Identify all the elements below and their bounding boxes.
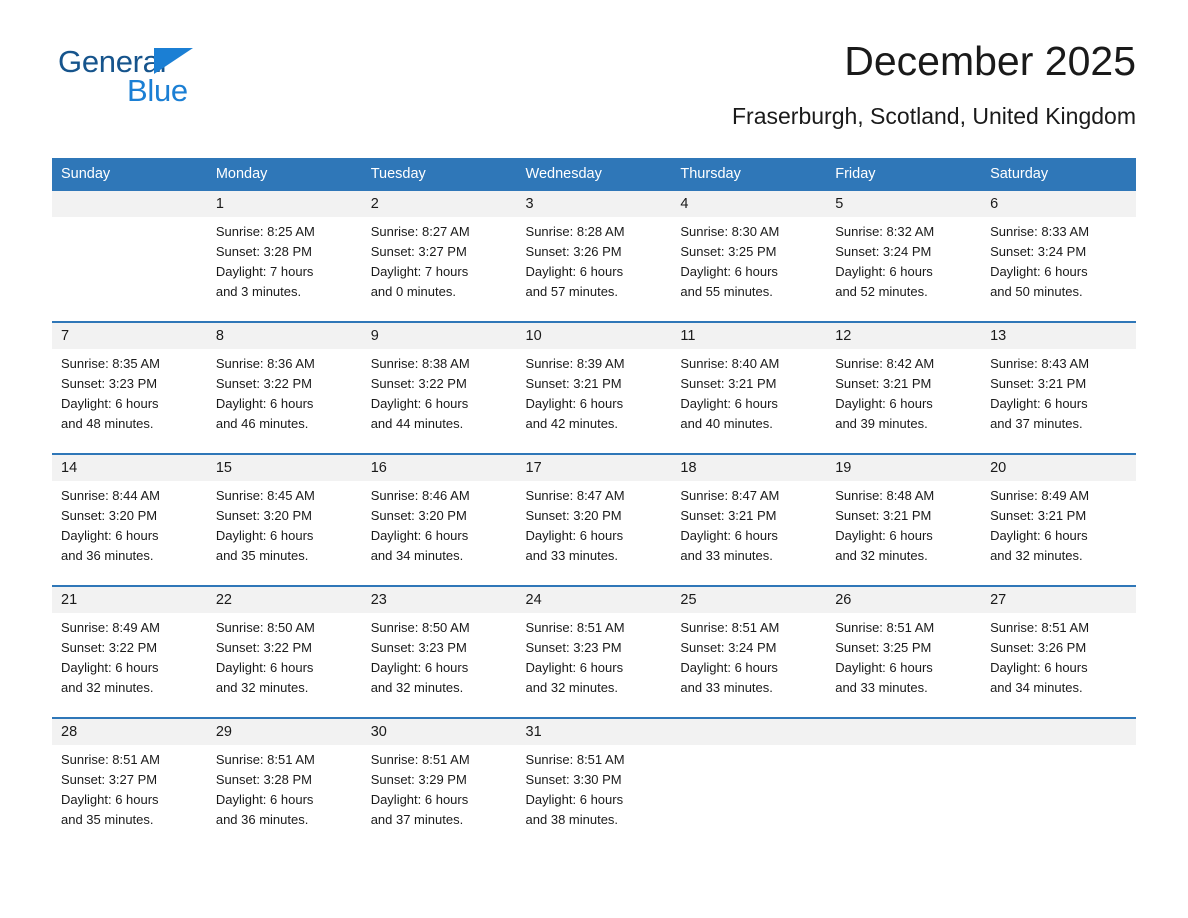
sunrise-text: Sunrise: 8:27 AM <box>370 224 470 239</box>
sunrise-text: Sunrise: 8:50 AM <box>215 620 315 635</box>
daylight-text-line2: and 55 minutes. <box>680 284 773 299</box>
row-spacer <box>52 307 1136 321</box>
calendar-cell[interactable] <box>362 717 517 835</box>
daylight-text-line1: Daylight: 6 hours <box>835 660 933 675</box>
sunrise-text: Sunrise: 8:47 AM <box>525 488 625 503</box>
day-details <box>362 745 517 830</box>
calendar-week-row <box>52 189 1136 307</box>
day-details <box>207 745 362 830</box>
daylight-text-line1: Daylight: 6 hours <box>525 396 624 411</box>
daylight-text-line2: and 32 minutes. <box>61 680 154 695</box>
daylight-text-line2: and 50 minutes. <box>990 284 1083 299</box>
day-number: 30 <box>362 719 517 745</box>
sunset-text: Sunset: 3:22 PM <box>215 640 312 655</box>
day-number: 19 <box>826 455 981 481</box>
day-number: 15 <box>207 455 362 481</box>
daylight-text-line1: Daylight: 6 hours <box>370 528 469 543</box>
sunrise-text: Sunrise: 8:49 AM <box>990 488 1090 503</box>
day-details <box>671 349 826 434</box>
day-number: 9 <box>362 323 517 349</box>
day-details <box>207 613 362 698</box>
sunrise-text: Sunrise: 8:51 AM <box>525 620 625 635</box>
day-details <box>52 349 207 434</box>
calendar-cell[interactable] <box>362 189 517 307</box>
calendar-week-row <box>52 321 1136 439</box>
calendar-cell[interactable] <box>362 453 517 571</box>
daylight-text-line1: Daylight: 6 hours <box>990 528 1088 543</box>
calendar-cell[interactable] <box>517 585 672 703</box>
day-number <box>671 719 826 745</box>
daylight-text-line1: Daylight: 6 hours <box>61 660 159 675</box>
day-number: 1 <box>207 191 362 217</box>
day-details <box>671 481 826 566</box>
calendar-cell[interactable] <box>207 717 362 835</box>
daylight-text-line1: Daylight: 6 hours <box>525 528 624 543</box>
daylight-text-line1: Daylight: 6 hours <box>990 264 1088 279</box>
daylight-text-line2: and 32 minutes. <box>215 680 309 695</box>
daylight-text-line1: Daylight: 6 hours <box>215 396 314 411</box>
daylight-text-line2: and 42 minutes. <box>525 416 619 431</box>
sunset-text: Sunset: 3:26 PM <box>990 640 1087 655</box>
sunrise-text: Sunrise: 8:47 AM <box>680 488 780 503</box>
daylight-text-line1: Daylight: 6 hours <box>990 660 1088 675</box>
day-number: 5 <box>826 191 981 217</box>
sunset-text: Sunset: 3:25 PM <box>835 640 932 655</box>
day-details <box>362 349 517 434</box>
day-number: 16 <box>362 455 517 481</box>
logo-text-general: General <box>58 44 167 79</box>
sunrise-text: Sunrise: 8:38 AM <box>370 356 470 371</box>
sunrise-text: Sunrise: 8:50 AM <box>370 620 470 635</box>
sunrise-text: Sunrise: 8:33 AM <box>990 224 1090 239</box>
day-details <box>207 349 362 434</box>
day-number: 22 <box>207 587 362 613</box>
page-subtitle-location: Fraserburgh, Scotland, United Kingdom <box>732 103 1136 129</box>
sunset-text: Sunset: 3:23 PM <box>525 640 622 655</box>
sunrise-text: Sunrise: 8:51 AM <box>680 620 780 635</box>
daylight-text-line2: and 34 minutes. <box>990 680 1083 695</box>
calendar-cell[interactable] <box>517 717 672 835</box>
day-number: 24 <box>517 587 672 613</box>
sunrise-text: Sunrise: 8:44 AM <box>61 488 160 503</box>
daylight-text-line2: and 57 minutes. <box>525 284 619 299</box>
calendar-cell[interactable] <box>517 189 672 307</box>
day-details <box>671 613 826 698</box>
calendar-cell[interactable] <box>826 189 981 307</box>
sunset-text: Sunset: 3:24 PM <box>835 244 932 259</box>
sunrise-text: Sunrise: 8:43 AM <box>990 356 1090 371</box>
daylight-text-line1: Daylight: 6 hours <box>370 660 469 675</box>
sunset-text: Sunset: 3:20 PM <box>215 508 312 523</box>
sunrise-text: Sunrise: 8:28 AM <box>525 224 625 239</box>
daylight-text-line1: Daylight: 6 hours <box>525 792 624 807</box>
page-header <box>52 0 1136 129</box>
day-number: 2 <box>362 191 517 217</box>
daylight-text-line1: Daylight: 6 hours <box>835 264 933 279</box>
day-details <box>517 217 672 302</box>
daylight-text-line1: Daylight: 7 hours <box>370 264 469 279</box>
day-details <box>207 217 362 302</box>
daylight-text-line2: and 52 minutes. <box>835 284 928 299</box>
daylight-text-line2: and 37 minutes. <box>990 416 1083 431</box>
sunset-text: Sunset: 3:21 PM <box>990 508 1087 523</box>
daylight-text-line2: and 48 minutes. <box>61 416 154 431</box>
daylight-text-line2: and 32 minutes. <box>990 548 1083 563</box>
calendar-week-row <box>52 453 1136 571</box>
row-spacer <box>52 571 1136 585</box>
sunset-text: Sunset: 3:29 PM <box>370 772 467 787</box>
sunset-text: Sunset: 3:22 PM <box>215 376 312 391</box>
sunrise-text: Sunrise: 8:51 AM <box>990 620 1090 635</box>
daylight-text-line2: and 36 minutes. <box>61 548 154 563</box>
sunset-text: Sunset: 3:21 PM <box>835 508 932 523</box>
sunset-text: Sunset: 3:25 PM <box>680 244 777 259</box>
sunset-text: Sunset: 3:27 PM <box>61 772 158 787</box>
day-number: 3 <box>517 191 672 217</box>
day-number: 7 <box>52 323 207 349</box>
day-number: 13 <box>981 323 1136 349</box>
sunset-text: Sunset: 3:21 PM <box>990 376 1087 391</box>
daylight-text-line1: Daylight: 6 hours <box>61 792 159 807</box>
day-details <box>981 349 1136 434</box>
day-details <box>362 481 517 566</box>
day-details <box>826 481 981 566</box>
day-number: 28 <box>52 719 207 745</box>
daylight-text-line2: and 34 minutes. <box>370 548 464 563</box>
day-number: 23 <box>362 587 517 613</box>
sunrise-text: Sunrise: 8:39 AM <box>525 356 625 371</box>
day-details <box>981 481 1136 566</box>
daylight-text-line1: Daylight: 6 hours <box>835 396 933 411</box>
calendar-cell <box>52 189 207 307</box>
calendar-cell[interactable] <box>207 453 362 571</box>
day-number: 21 <box>52 587 207 613</box>
day-details <box>52 613 207 698</box>
calendar-cell[interactable] <box>826 585 981 703</box>
day-details <box>517 745 672 830</box>
calendar-week-row <box>52 717 1136 835</box>
daylight-text-line2: and 3 minutes. <box>215 284 302 299</box>
daylight-text-line2: and 37 minutes. <box>370 812 464 827</box>
day-details <box>362 217 517 302</box>
calendar-cell[interactable] <box>671 321 826 439</box>
weekday-header-saturday: Saturday <box>981 158 1136 189</box>
day-number: 25 <box>671 587 826 613</box>
day-details <box>981 613 1136 698</box>
daylight-text-line2: and 0 minutes. <box>370 284 456 299</box>
daylight-text-line1: Daylight: 6 hours <box>61 396 159 411</box>
sunset-text: Sunset: 3:26 PM <box>525 244 622 259</box>
day-number: 31 <box>517 719 672 745</box>
calendar-cell[interactable] <box>52 321 207 439</box>
daylight-text-line1: Daylight: 6 hours <box>525 264 624 279</box>
sunset-text: Sunset: 3:22 PM <box>61 640 158 655</box>
sunrise-text: Sunrise: 8:40 AM <box>680 356 780 371</box>
page-title: December 2025 <box>844 38 1136 84</box>
sunrise-text: Sunrise: 8:30 AM <box>680 224 780 239</box>
calendar-cell[interactable] <box>981 321 1136 439</box>
sunset-text: Sunset: 3:28 PM <box>215 772 312 787</box>
row-spacer <box>52 703 1136 717</box>
sunset-text: Sunset: 3:20 PM <box>525 508 622 523</box>
daylight-text-line1: Daylight: 6 hours <box>680 264 778 279</box>
calendar-cell <box>671 717 826 835</box>
day-number: 18 <box>671 455 826 481</box>
sunrise-text: Sunrise: 8:45 AM <box>215 488 315 503</box>
daylight-text-line2: and 33 minutes. <box>680 680 773 695</box>
calendar-cell[interactable] <box>671 585 826 703</box>
calendar-cell[interactable] <box>826 321 981 439</box>
day-number <box>826 719 981 745</box>
day-details <box>826 217 981 302</box>
daylight-text-line2: and 35 minutes. <box>61 812 154 827</box>
logo-text-blue: Blue <box>127 73 188 108</box>
sunset-text: Sunset: 3:21 PM <box>680 508 777 523</box>
daylight-text-line2: and 33 minutes. <box>835 680 928 695</box>
weekday-header-monday: Monday <box>207 158 362 189</box>
sunset-text: Sunset: 3:23 PM <box>61 376 158 391</box>
daylight-text-line2: and 33 minutes. <box>680 548 773 563</box>
calendar-cell[interactable] <box>207 189 362 307</box>
sunset-text: Sunset: 3:21 PM <box>835 376 932 391</box>
daylight-text-line1: Daylight: 7 hours <box>215 264 314 279</box>
sunrise-text: Sunrise: 8:51 AM <box>835 620 935 635</box>
daylight-text-line2: and 46 minutes. <box>215 416 309 431</box>
sunrise-text: Sunrise: 8:35 AM <box>61 356 160 371</box>
calendar-cell[interactable] <box>52 585 207 703</box>
calendar-cell[interactable] <box>671 453 826 571</box>
daylight-text-line1: Daylight: 6 hours <box>215 792 314 807</box>
calendar-cell <box>981 717 1136 835</box>
sunrise-text: Sunrise: 8:51 AM <box>215 752 315 767</box>
sunset-text: Sunset: 3:20 PM <box>61 508 158 523</box>
sunrise-text: Sunrise: 8:49 AM <box>61 620 160 635</box>
calendar-cell[interactable] <box>207 321 362 439</box>
daylight-text-line1: Daylight: 6 hours <box>835 528 933 543</box>
sunrise-text: Sunrise: 8:36 AM <box>215 356 315 371</box>
sunrise-text: Sunrise: 8:32 AM <box>835 224 935 239</box>
daylight-text-line2: and 33 minutes. <box>525 548 619 563</box>
calendar-cell[interactable] <box>981 453 1136 571</box>
weekday-header-friday: Friday <box>826 158 981 189</box>
day-number: 17 <box>517 455 672 481</box>
day-number: 14 <box>52 455 207 481</box>
daylight-text-line2: and 44 minutes. <box>370 416 464 431</box>
daylight-text-line1: Daylight: 6 hours <box>61 528 159 543</box>
day-details <box>362 613 517 698</box>
day-details <box>826 349 981 434</box>
calendar-week-row <box>52 585 1136 703</box>
daylight-text-line1: Daylight: 6 hours <box>680 528 778 543</box>
daylight-text-line1: Daylight: 6 hours <box>990 396 1088 411</box>
sunset-text: Sunset: 3:24 PM <box>990 244 1087 259</box>
calendar-cell[interactable] <box>517 453 672 571</box>
daylight-text-line2: and 35 minutes. <box>215 548 309 563</box>
sunrise-text: Sunrise: 8:25 AM <box>215 224 315 239</box>
daylight-text-line1: Daylight: 6 hours <box>215 660 314 675</box>
calendar-cell[interactable] <box>52 453 207 571</box>
day-number: 12 <box>826 323 981 349</box>
calendar-cell[interactable] <box>207 585 362 703</box>
sunrise-text: Sunrise: 8:42 AM <box>835 356 935 371</box>
day-details <box>52 481 207 566</box>
daylight-text-line1: Daylight: 6 hours <box>525 660 624 675</box>
weekday-header-tuesday: Tuesday <box>362 158 517 189</box>
day-details <box>981 217 1136 302</box>
daylight-text-line2: and 38 minutes. <box>525 812 619 827</box>
daylight-text-line2: and 40 minutes. <box>680 416 773 431</box>
sunset-text: Sunset: 3:24 PM <box>680 640 777 655</box>
sunset-text: Sunset: 3:20 PM <box>370 508 467 523</box>
daylight-text-line2: and 32 minutes. <box>835 548 928 563</box>
calendar-cell[interactable] <box>826 453 981 571</box>
daylight-text-line2: and 32 minutes. <box>525 680 619 695</box>
day-number <box>981 719 1136 745</box>
sunrise-text: Sunrise: 8:46 AM <box>370 488 470 503</box>
day-number: 27 <box>981 587 1136 613</box>
day-number: 6 <box>981 191 1136 217</box>
triangle-icon <box>154 48 193 74</box>
day-details <box>207 481 362 566</box>
day-details <box>517 349 672 434</box>
sun-times-calendar <box>52 158 1136 835</box>
daylight-text-line2: and 36 minutes. <box>215 812 309 827</box>
calendar-cell <box>826 717 981 835</box>
daylight-text-line1: Daylight: 6 hours <box>370 792 469 807</box>
calendar-cell[interactable] <box>981 189 1136 307</box>
day-details <box>52 745 207 830</box>
day-number: 4 <box>671 191 826 217</box>
weekday-header-sunday: Sunday <box>52 158 207 189</box>
day-details <box>826 613 981 698</box>
calendar-cell[interactable] <box>671 189 826 307</box>
calendar-cell[interactable] <box>981 585 1136 703</box>
sunset-text: Sunset: 3:30 PM <box>525 772 622 787</box>
day-details <box>517 613 672 698</box>
day-number <box>52 191 207 217</box>
day-number: 26 <box>826 587 981 613</box>
sunset-text: Sunset: 3:22 PM <box>370 376 467 391</box>
sunrise-text: Sunrise: 8:51 AM <box>370 752 470 767</box>
day-details <box>671 217 826 302</box>
calendar-cell[interactable] <box>517 321 672 439</box>
day-number: 20 <box>981 455 1136 481</box>
sunset-text: Sunset: 3:23 PM <box>370 640 467 655</box>
daylight-text-line2: and 39 minutes. <box>835 416 928 431</box>
sunrise-text: Sunrise: 8:51 AM <box>525 752 625 767</box>
day-number: 29 <box>207 719 362 745</box>
sunset-text: Sunset: 3:21 PM <box>680 376 777 391</box>
daylight-text-line1: Daylight: 6 hours <box>215 528 314 543</box>
day-number: 8 <box>207 323 362 349</box>
general-blue-logo[interactable] <box>58 44 258 110</box>
weekday-header-wednesday: Wednesday <box>517 158 672 189</box>
calendar-cell[interactable] <box>362 321 517 439</box>
daylight-text-line2: and 32 minutes. <box>370 680 464 695</box>
calendar-cell[interactable] <box>362 585 517 703</box>
day-number: 11 <box>671 323 826 349</box>
daylight-text-line1: Daylight: 6 hours <box>370 396 469 411</box>
weekday-header-thursday: Thursday <box>671 158 826 189</box>
sunset-text: Sunset: 3:27 PM <box>370 244 467 259</box>
day-number: 10 <box>517 323 672 349</box>
day-details <box>517 481 672 566</box>
daylight-text-line1: Daylight: 6 hours <box>680 660 778 675</box>
sunset-text: Sunset: 3:28 PM <box>215 244 312 259</box>
sunset-text: Sunset: 3:21 PM <box>525 376 622 391</box>
weekday-header-row <box>52 158 1136 189</box>
sunrise-text: Sunrise: 8:48 AM <box>835 488 935 503</box>
daylight-text-line1: Daylight: 6 hours <box>680 396 778 411</box>
sunrise-text: Sunrise: 8:51 AM <box>61 752 160 767</box>
calendar-cell[interactable] <box>52 717 207 835</box>
row-spacer <box>52 439 1136 453</box>
